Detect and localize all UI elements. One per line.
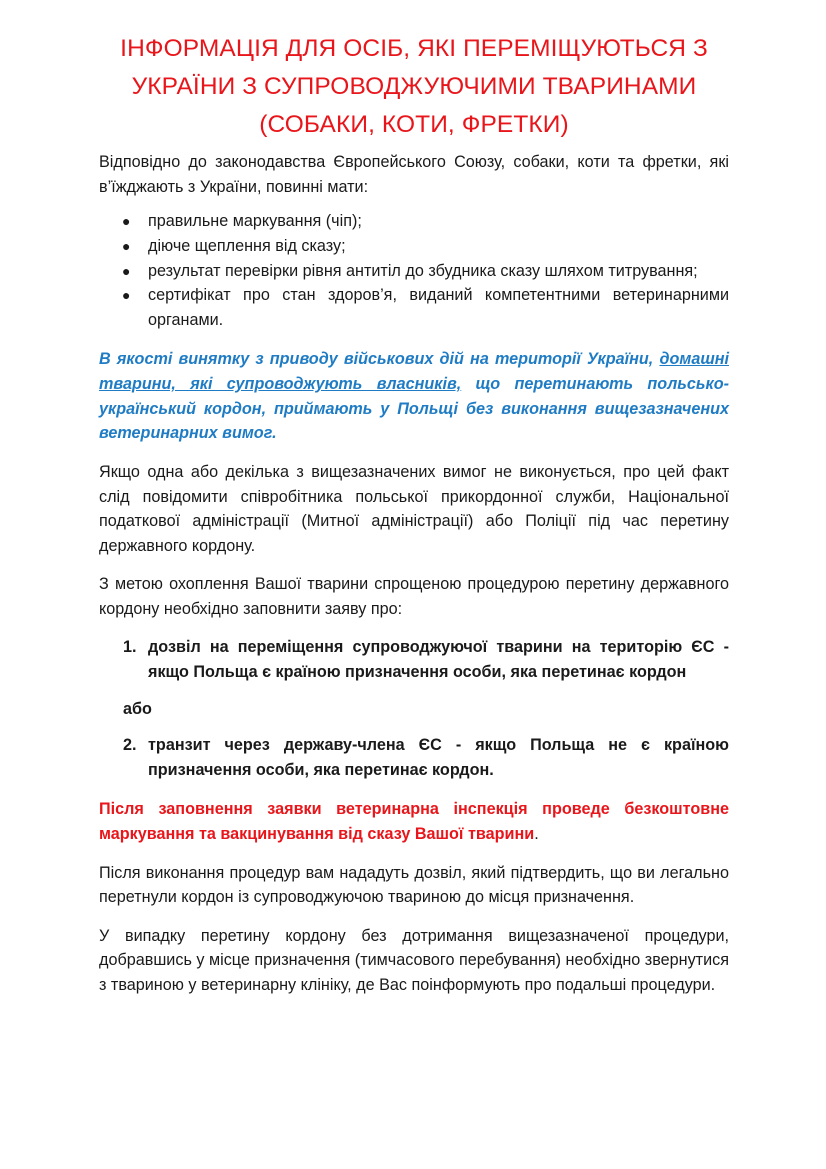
applications-list-continued [99,733,729,783]
requirement-text: результат перевірки рівня антитіл до збудника сказу шляхом титрування; [148,261,698,280]
title-line-1: ІНФОРМАЦІЯ ДЛЯ ОСІБ, ЯКІ ПЕРЕМІЩУЮТЬСЯ З [120,35,708,62]
requirement-text: сертифікат про стан здоров’я, виданий компетентними ветеринарними органами. [148,286,729,330]
war-exception-paragraph [99,347,729,446]
title-line-3: (СОБАКИ, КОТИ, ФРЕТКИ) [259,111,569,138]
bullet-icon: ● [122,287,131,304]
requirement-text: діюче щеплення від сказу; [148,236,346,255]
requirements-not-met-paragraph: Якщо одна або декілька з вищезазначених вимог не виконується, про цей факт слід повідомити співробітника польської прикордонної служби, Національної податкової адміністрації (Митної адміністрації) або Поліції під час перетину державного кордону. [99,463,729,555]
title-line-2: УКРАЇНИ З СУПРОВОДЖУЮЧИМИ ТВАРИНАМИ [131,73,697,100]
application-text: дозвіл на переміщення супроводжуючої тварини на територію ЄС - якщо Польща є країною призначення особи, яка перетинає кордон [148,638,729,682]
item-number: 2. [123,736,137,755]
permit-paragraph: Після виконання процедур вам нададуть дозвіл, який підтвердить, що ви легально перетнули кордон із супроводжуючою твариною до місця призначення. [99,863,729,907]
list-item [99,234,729,259]
bullet-icon: ● [122,262,131,279]
bullet-icon: ● [122,237,131,254]
requirements-list [99,209,729,333]
list-item [99,259,729,284]
document-title [99,30,729,144]
applications-list [99,635,729,685]
requirement-text: правильне маркування (чіп); [148,212,362,230]
list-item [99,635,729,685]
list-item [99,733,729,783]
or-separator: або [123,700,152,719]
document-page [99,30,729,997]
exception-text-start: В якості винятку з приводу військових дій на території України, [99,349,660,368]
exception-text-end: що перетинають польсько-український кордон, приймають у Польщі без виконання вищезазначених ветеринарних вимог. [99,374,729,443]
exception-underlined-text: домашні тварини, які супроводжують власників, [99,349,729,393]
veterinary-inspection-paragraph [99,797,729,847]
application-text: транзит через державу-члена ЄС - якщо Польща не є країною призначення особи, яка перетинає кордон. [148,736,729,780]
simplified-procedure-paragraph: З метою охоплення Вашої тварини спрощеною процедурою перетину державного кордону необхідно заповнити заяву про: [99,575,729,618]
list-item [99,283,729,333]
intro-paragraph: Відповідно до законодавства Європейського Союзу, собаки, коти та фретки, які в’їжджають з України, повинні мати: [99,153,729,196]
list-item [99,209,729,234]
item-number: 1. [123,638,137,657]
inspection-highlight-text: Після заповнення заявки ветеринарна інспекція проведе безкоштовне маркування та вакцинування від сказу Вашої тварини [99,800,729,843]
bullet-icon: ● [122,213,131,229]
inspection-tail: . [534,824,539,843]
without-procedure-paragraph: У випадку перетину кордону без дотримання вищезазначеної процедури, добравшись у місце призначення (тимчасового перебування) необхідно звернутися з твариною у ветеринарну клініку, де Вас поінформують про подальші процедури. [99,926,729,994]
